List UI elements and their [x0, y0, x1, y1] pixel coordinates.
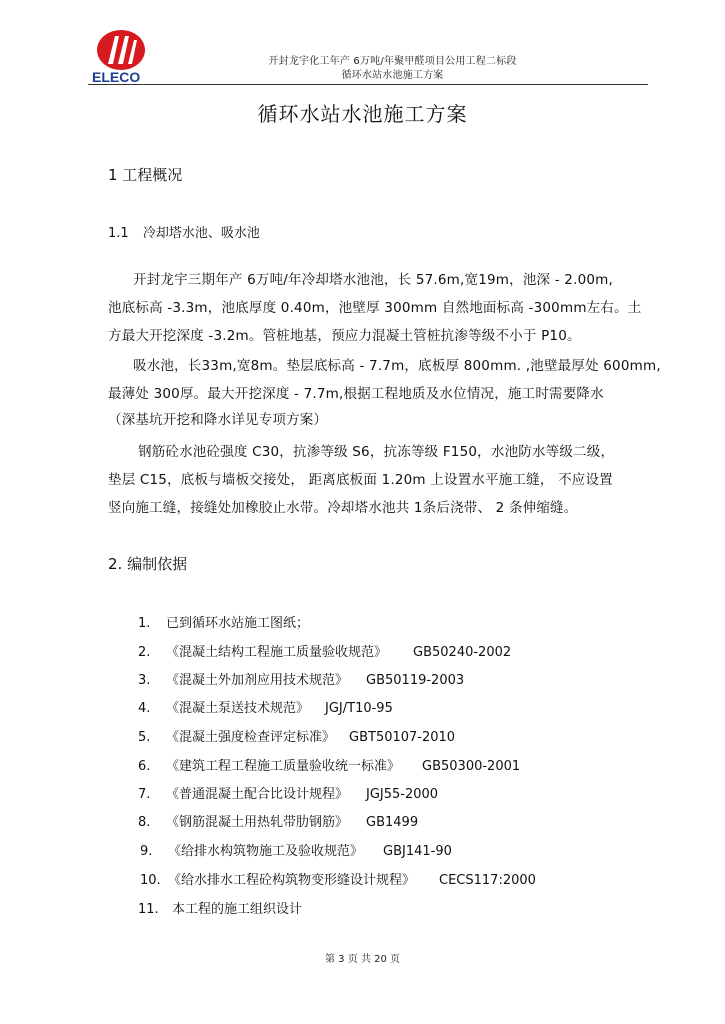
reference-list-item: [138, 898, 302, 917]
list-item-text: 《钢筋混凝土用热轧带肋钢筋》: [166, 815, 349, 830]
reference-list-item: [138, 726, 455, 745]
subsection-1-1-heading: [108, 222, 260, 241]
list-item-code: GB50300-2001: [422, 759, 521, 774]
reference-list-item: [138, 755, 520, 774]
list-item-text: 已到循环水站施工图纸；: [166, 616, 310, 631]
list-item-code: GB50240-2002: [413, 645, 512, 660]
list-item-number: 1.: [138, 616, 151, 631]
list-item-code: JGJ55-2000: [366, 787, 439, 802]
reference-list-item: [138, 697, 393, 716]
section-2-heading: 2. 编制依据: [108, 555, 188, 573]
list-item-number: 4.: [138, 701, 151, 716]
list-item-text: 《给水排水工程砼构筑物变形缝设计规程》: [168, 873, 416, 888]
paragraph-line: 池底标高 -3.3m，池底厚度 0.40m，池壁厚 300mm 自然地面标高 -300mm左右。土: [108, 300, 642, 316]
header-doc-line: 循环水站水池施工方案: [341, 70, 444, 81]
list-item-text: 本工程的施工组织设计: [172, 902, 303, 917]
page-footer: 第 3 页 共 20 页: [325, 954, 400, 965]
list-item-text: 《建筑工程工程施工质量验收统一标准》: [166, 759, 401, 774]
reference-list-item: [138, 641, 511, 660]
list-item-number: 3.: [138, 673, 151, 688]
list-item-text: 《普通混凝土配合比设计规程》: [166, 787, 349, 802]
list-item-text: 《混凝土强度检查评定标准》: [166, 730, 336, 745]
list-item-number: 11.: [138, 902, 159, 917]
logo-text: ELECO: [92, 69, 141, 85]
document-title: 循环水站水池施工方案: [257, 102, 468, 126]
header-project-line: 开封龙宇化工年产 6万吨/年聚甲醛项目公用工程二标段: [268, 56, 517, 67]
list-item-number: 8.: [138, 815, 151, 830]
paragraph-line: 垫层 C15，底板与墙板交接处， 距离底板面 1.20m 上设置水平施工缝， 不应设置: [108, 472, 613, 488]
reference-list-item: [138, 811, 418, 830]
list-item-code: GBJ141-90: [383, 844, 452, 859]
paragraph-line: 开封龙宇三期年产 6万吨/年冷却塔水池池，长 57.6m,宽19m，池深 - 2.00m,: [133, 272, 614, 288]
list-item-number: 5.: [138, 730, 151, 745]
section-1-heading: 1 工程概况: [108, 166, 183, 184]
list-item-text: 《混凝土泵送技术规范》: [166, 701, 310, 716]
list-item-code: GB1499: [366, 815, 419, 830]
reference-list-item: [138, 783, 438, 802]
paragraph-line: （深基坑开挖和降水详见专项方案）: [108, 412, 328, 428]
subsection-number: 1.1: [108, 226, 129, 241]
list-item-code: CECS117:2000: [439, 873, 536, 888]
subsection-title: 冷却塔水池、吸水池: [142, 226, 260, 241]
reference-list-item: [138, 612, 309, 631]
reference-list-item: [140, 840, 452, 859]
list-item-code: GB50119-2003: [366, 673, 465, 688]
paragraph-line: 钢筋砼水池砼强度 C30，抗渗等级 S6，抗冻等级 F150，水池防水等级二级，: [138, 444, 615, 460]
list-item-code: GBT50107-2010: [349, 730, 456, 745]
list-item-number: 10.: [140, 873, 161, 888]
paragraph-line: 方最大开挖深度 -3.2m。管桩地基，预应力混凝土管桩抗渗等级不小于 P10。: [108, 328, 581, 344]
paragraph-line: 吸水池，长33m,宽8m。垫层底标高 - 7.7m，底板厚 800mm. ,池壁最厚处 600mm,: [133, 358, 661, 374]
list-item-text: 《给排水构筑物施工及验收规范》: [168, 844, 364, 859]
header-divider: [88, 84, 648, 85]
list-item-number: 6.: [138, 759, 151, 774]
list-item-code: JGJ/T10-95: [325, 701, 393, 716]
paragraph-line: 最薄处 300厚。最大开挖深度 - 7.7m,根据工程地质及水位情况，施工时需要降水: [108, 386, 604, 402]
reference-list-item: [140, 869, 536, 888]
list-item-text: 《混凝土外加剂应用技术规范》: [166, 673, 349, 688]
list-item-text: 《混凝土结构工程施工质量验收规范》: [166, 645, 388, 660]
reference-list-item: [138, 669, 464, 688]
list-item-number: 7.: [138, 787, 151, 802]
list-item-number: 9.: [140, 844, 153, 859]
list-item-number: 2.: [138, 645, 151, 660]
paragraph-line: 竖向施工缝，接缝处加橡胶止水带。冷却塔水池共 1条后浇带、 2 条伸缩缝。: [108, 500, 578, 516]
